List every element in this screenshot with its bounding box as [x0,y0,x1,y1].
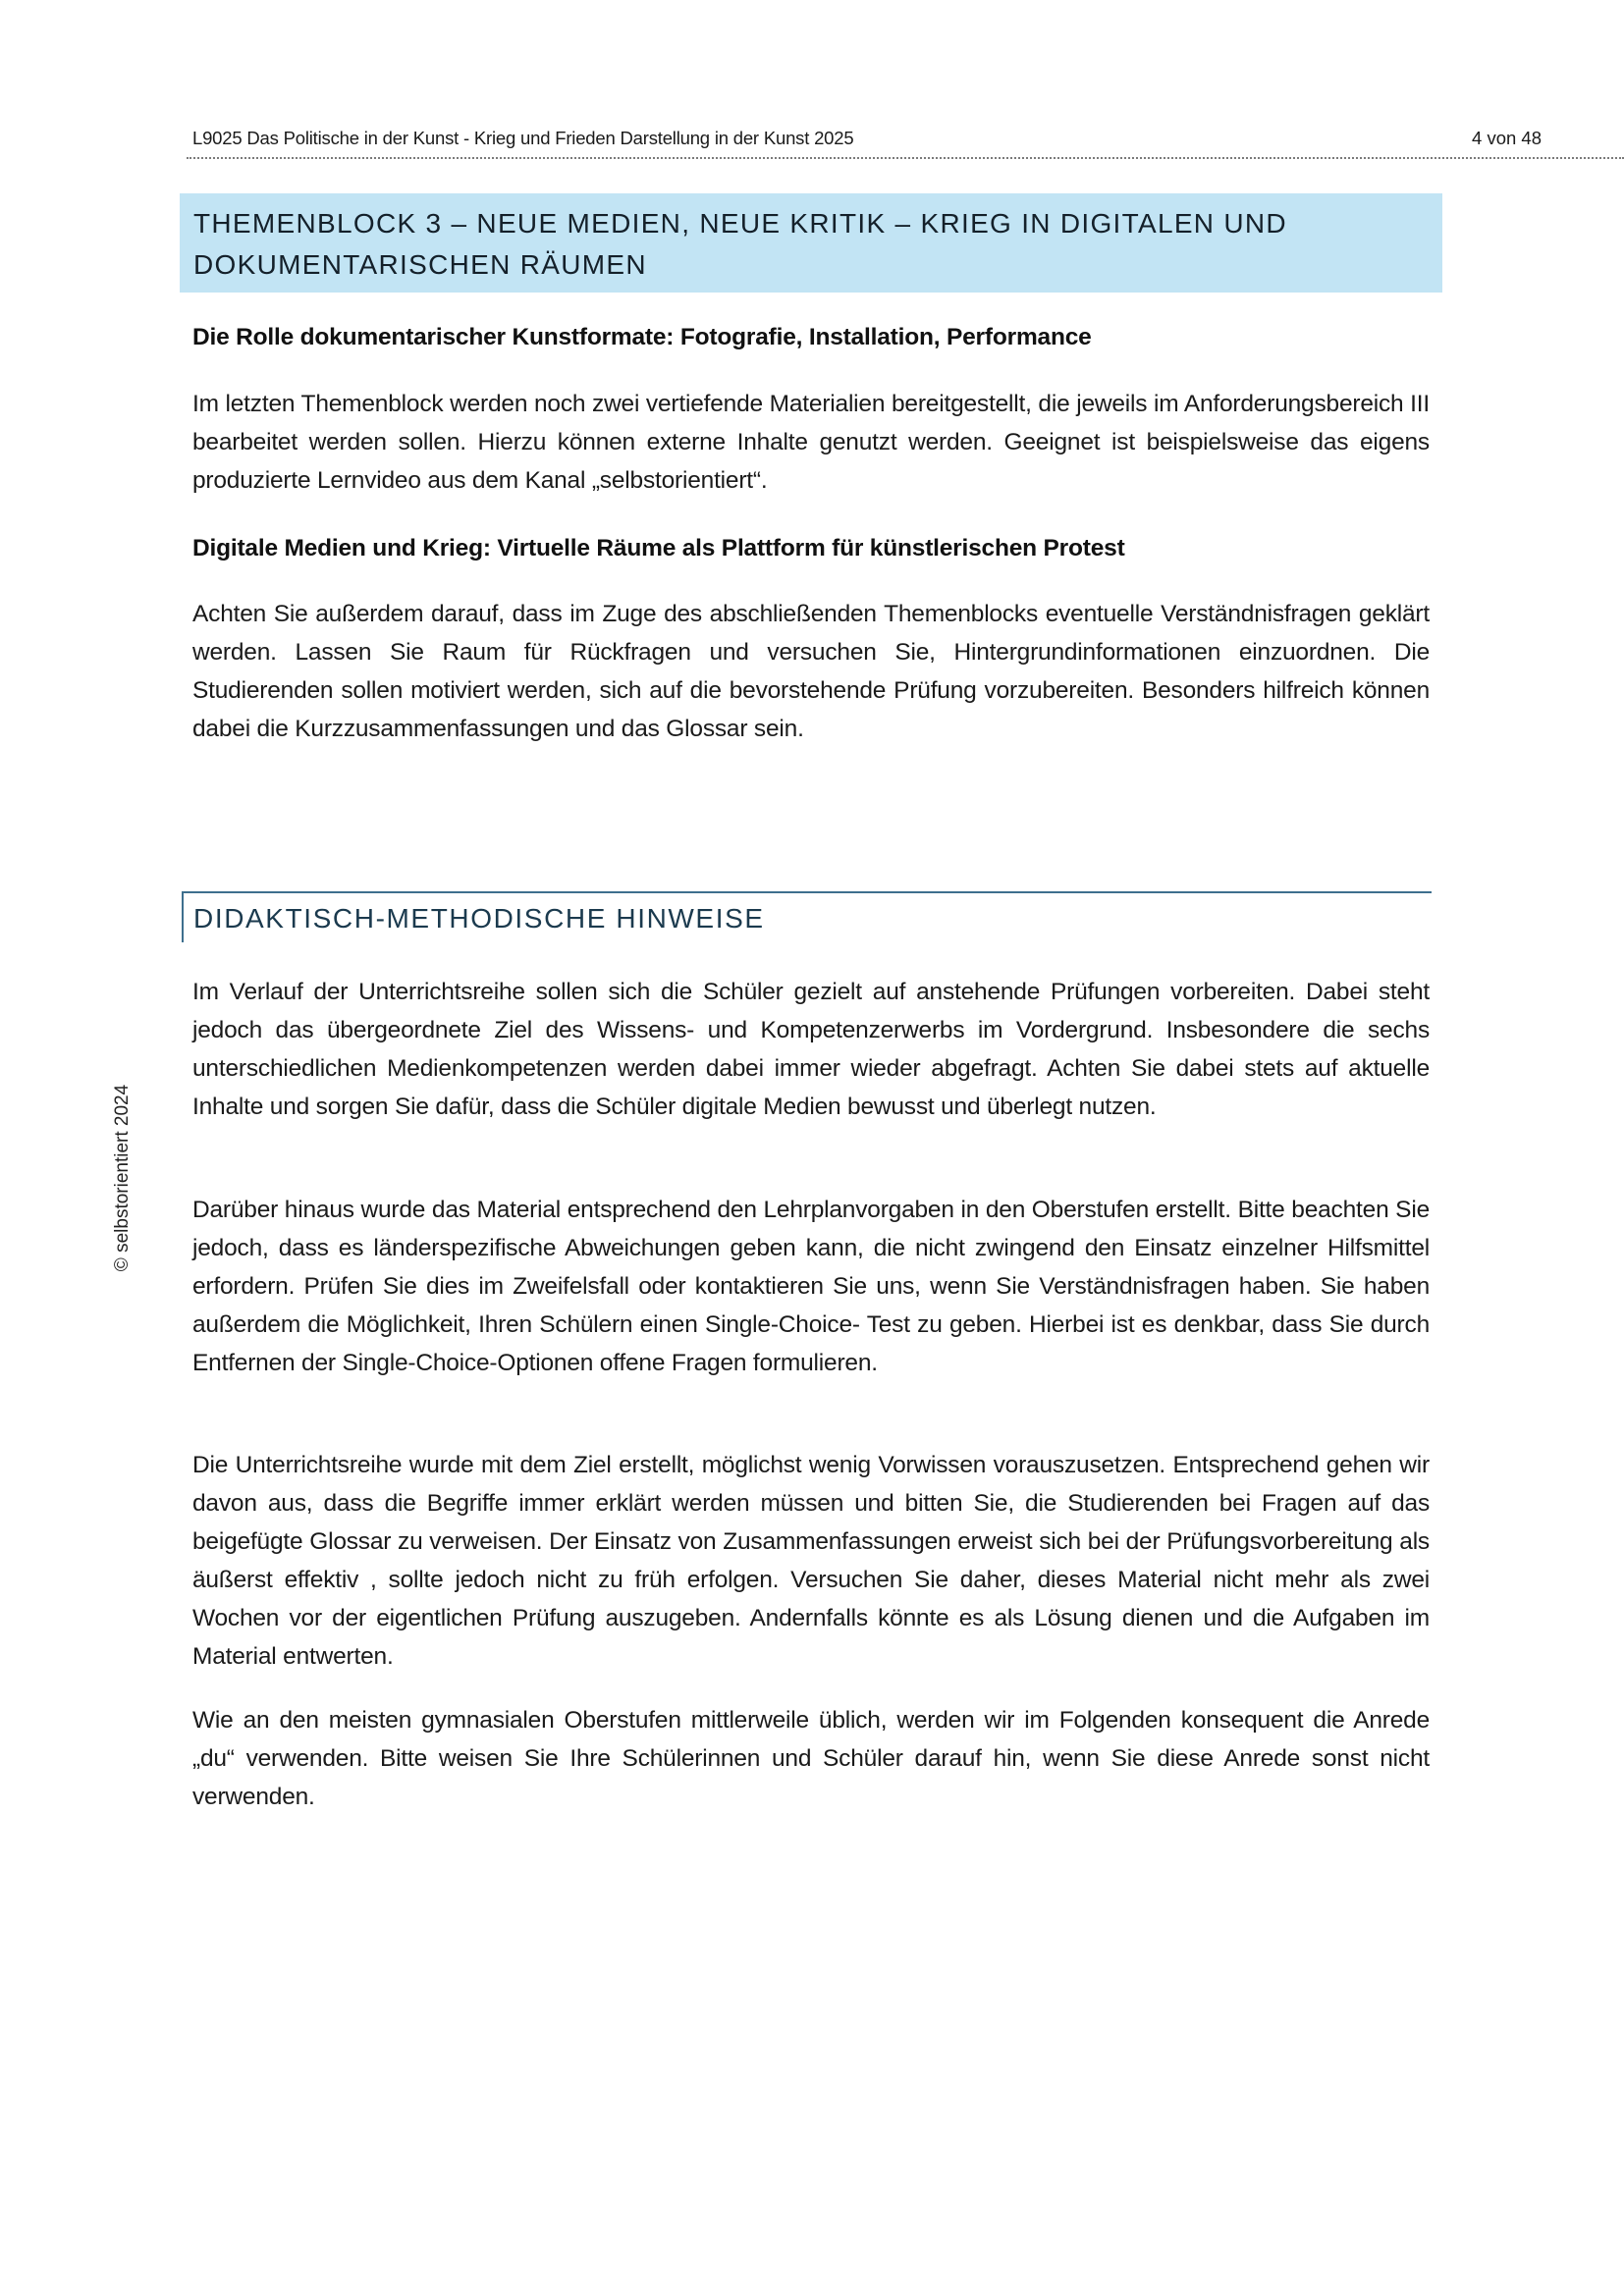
header-divider [187,157,1624,159]
banner-title [193,203,1411,286]
paragraph-didaktik-1: Im Verlauf der Unterrichtsreihe sollen sich die Schüler gezielt auf anstehende Prüfungen vorbereiten. Dabei steht jedoch das übergeordnete Ziel des Wissens- und Kompetenzerwerbs im Vordergrund. Insbesondere die sechs unterschiedlichen Medienkompetenzen werden dabei immer wieder abgefragt. Achten Sie dabei stets auf aktuelle Inhalte und sorgen Sie dafür, dass die Schüler digitale Medien bewusst und überlegt nutzen. [192,979,1430,1120]
paragraph-themenblock-intro: Im letzten Themenblock werden noch zwei vertiefende Materialien bereitgestellt, die jeweils im Anforderungsbereich III bearbeitet werden sollen. Hierzu können externe Inhalte genutzt werden. Geeignet ist beispielsweise das eigens produzierte Lernvideo aus dem Kanal „selbstorientiert“. [192,391,1430,494]
banner-title-line-2: DOKUMENTARISCHEN RÄUMEN [193,249,647,280]
paragraph-didaktik-2: Darüber hinaus wurde das Material entsprechend den Lehrplanvorgaben in den Oberstufen erstellt. Bitte beachten Sie jedoch, dass es länderspezifische Abweichungen geben kann, die nicht zwingend den Einsatz einzelner Hilfsmittel erfordern. Prüfen Sie dies im Zweifelsfall oder kontaktieren Sie uns, wenn Sie Verständnisfragen haben. Sie haben außerdem die Möglichkeit, Ihren Schülern einen Single-Choice- Test zu geben. Hierbei ist es denkbar, dass Sie durch Entfernen der Single-Choice-Optionen offene Fragen formulieren. [192,1197,1430,1376]
document-title: L9025 Das Politische in der Kunst - Krieg und Frieden Darstellung in der Kunst 2025 [192,128,854,148]
section-heading-didaktik [182,891,1432,942]
page-header [189,126,1542,155]
paragraph-themenblock-hinweise: Achten Sie außerdem darauf, dass im Zuge des abschließenden Themenblocks eventuelle Verständnisfragen geklärt werden. Lassen Sie Raum für Rückfragen und versuchen Sie, Hintergrundinformationen einzuordnen. Die Studierenden sollen motiviert werden, sich auf die bevorstehende Prüfung vorzubereiten. Besonders hilfreich können dabei die Kurzzusammenfassungen und das Glossar sein. [192,601,1430,742]
section-heading-text: DIDAKTISCH-METHODISCHE HINWEISE [193,903,765,934]
copyright-notice: © selbstorientiert 2024 [112,1084,133,1272]
subheading-dokumentarische-kunstformate: Die Rolle dokumentarischer Kunstformate: Fotografie, Installation, Performance [192,324,1092,350]
paragraph-didaktik-4: Wie an den meisten gymnasialen Oberstufen mittlerweile üblich, werden wir im Folgenden konsequent die Anrede „du“ verwenden. Bitte weisen Sie Ihre Schülerinnen und Schüler darauf hin, wenn Sie diese Anrede sonst nicht verwenden. [192,1707,1430,1810]
paragraph-didaktik-3: Die Unterrichtsreihe wurde mit dem Ziel erstellt, möglichst wenig Vorwissen vorauszusetzen. Entsprechend gehen wir davon aus, dass die Begriffe immer erklärt werden müssen und bitten Sie, die Studierenden bei Fragen auf das beigefügte Glossar zu verweisen. Der Einsatz von Zusammenfassungen erweist sich bei der Prüfungsvorbereitung als äußerst effektiv , sollte jedoch nicht zu früh erfolgen. Versuchen Sie daher, dieses Material nicht mehr als zwei Wochen vor der eigentlichen Prüfung auszugeben. Andernfalls könnte es als Lösung dienen und die Aufgaben im Material entwerten. [192,1452,1430,1670]
subheading-digitale-medien: Digitale Medien und Krieg: Virtuelle Räume als Plattform für künstlerischen Protest [192,535,1125,561]
page-number: 4 von 48 [1472,128,1542,148]
themenblock-banner [180,193,1442,293]
banner-title-line-1: THEMENBLOCK 3 – NEUE MEDIEN, NEUE KRITIK – KRIEG IN DIGITALEN UND [193,208,1287,239]
